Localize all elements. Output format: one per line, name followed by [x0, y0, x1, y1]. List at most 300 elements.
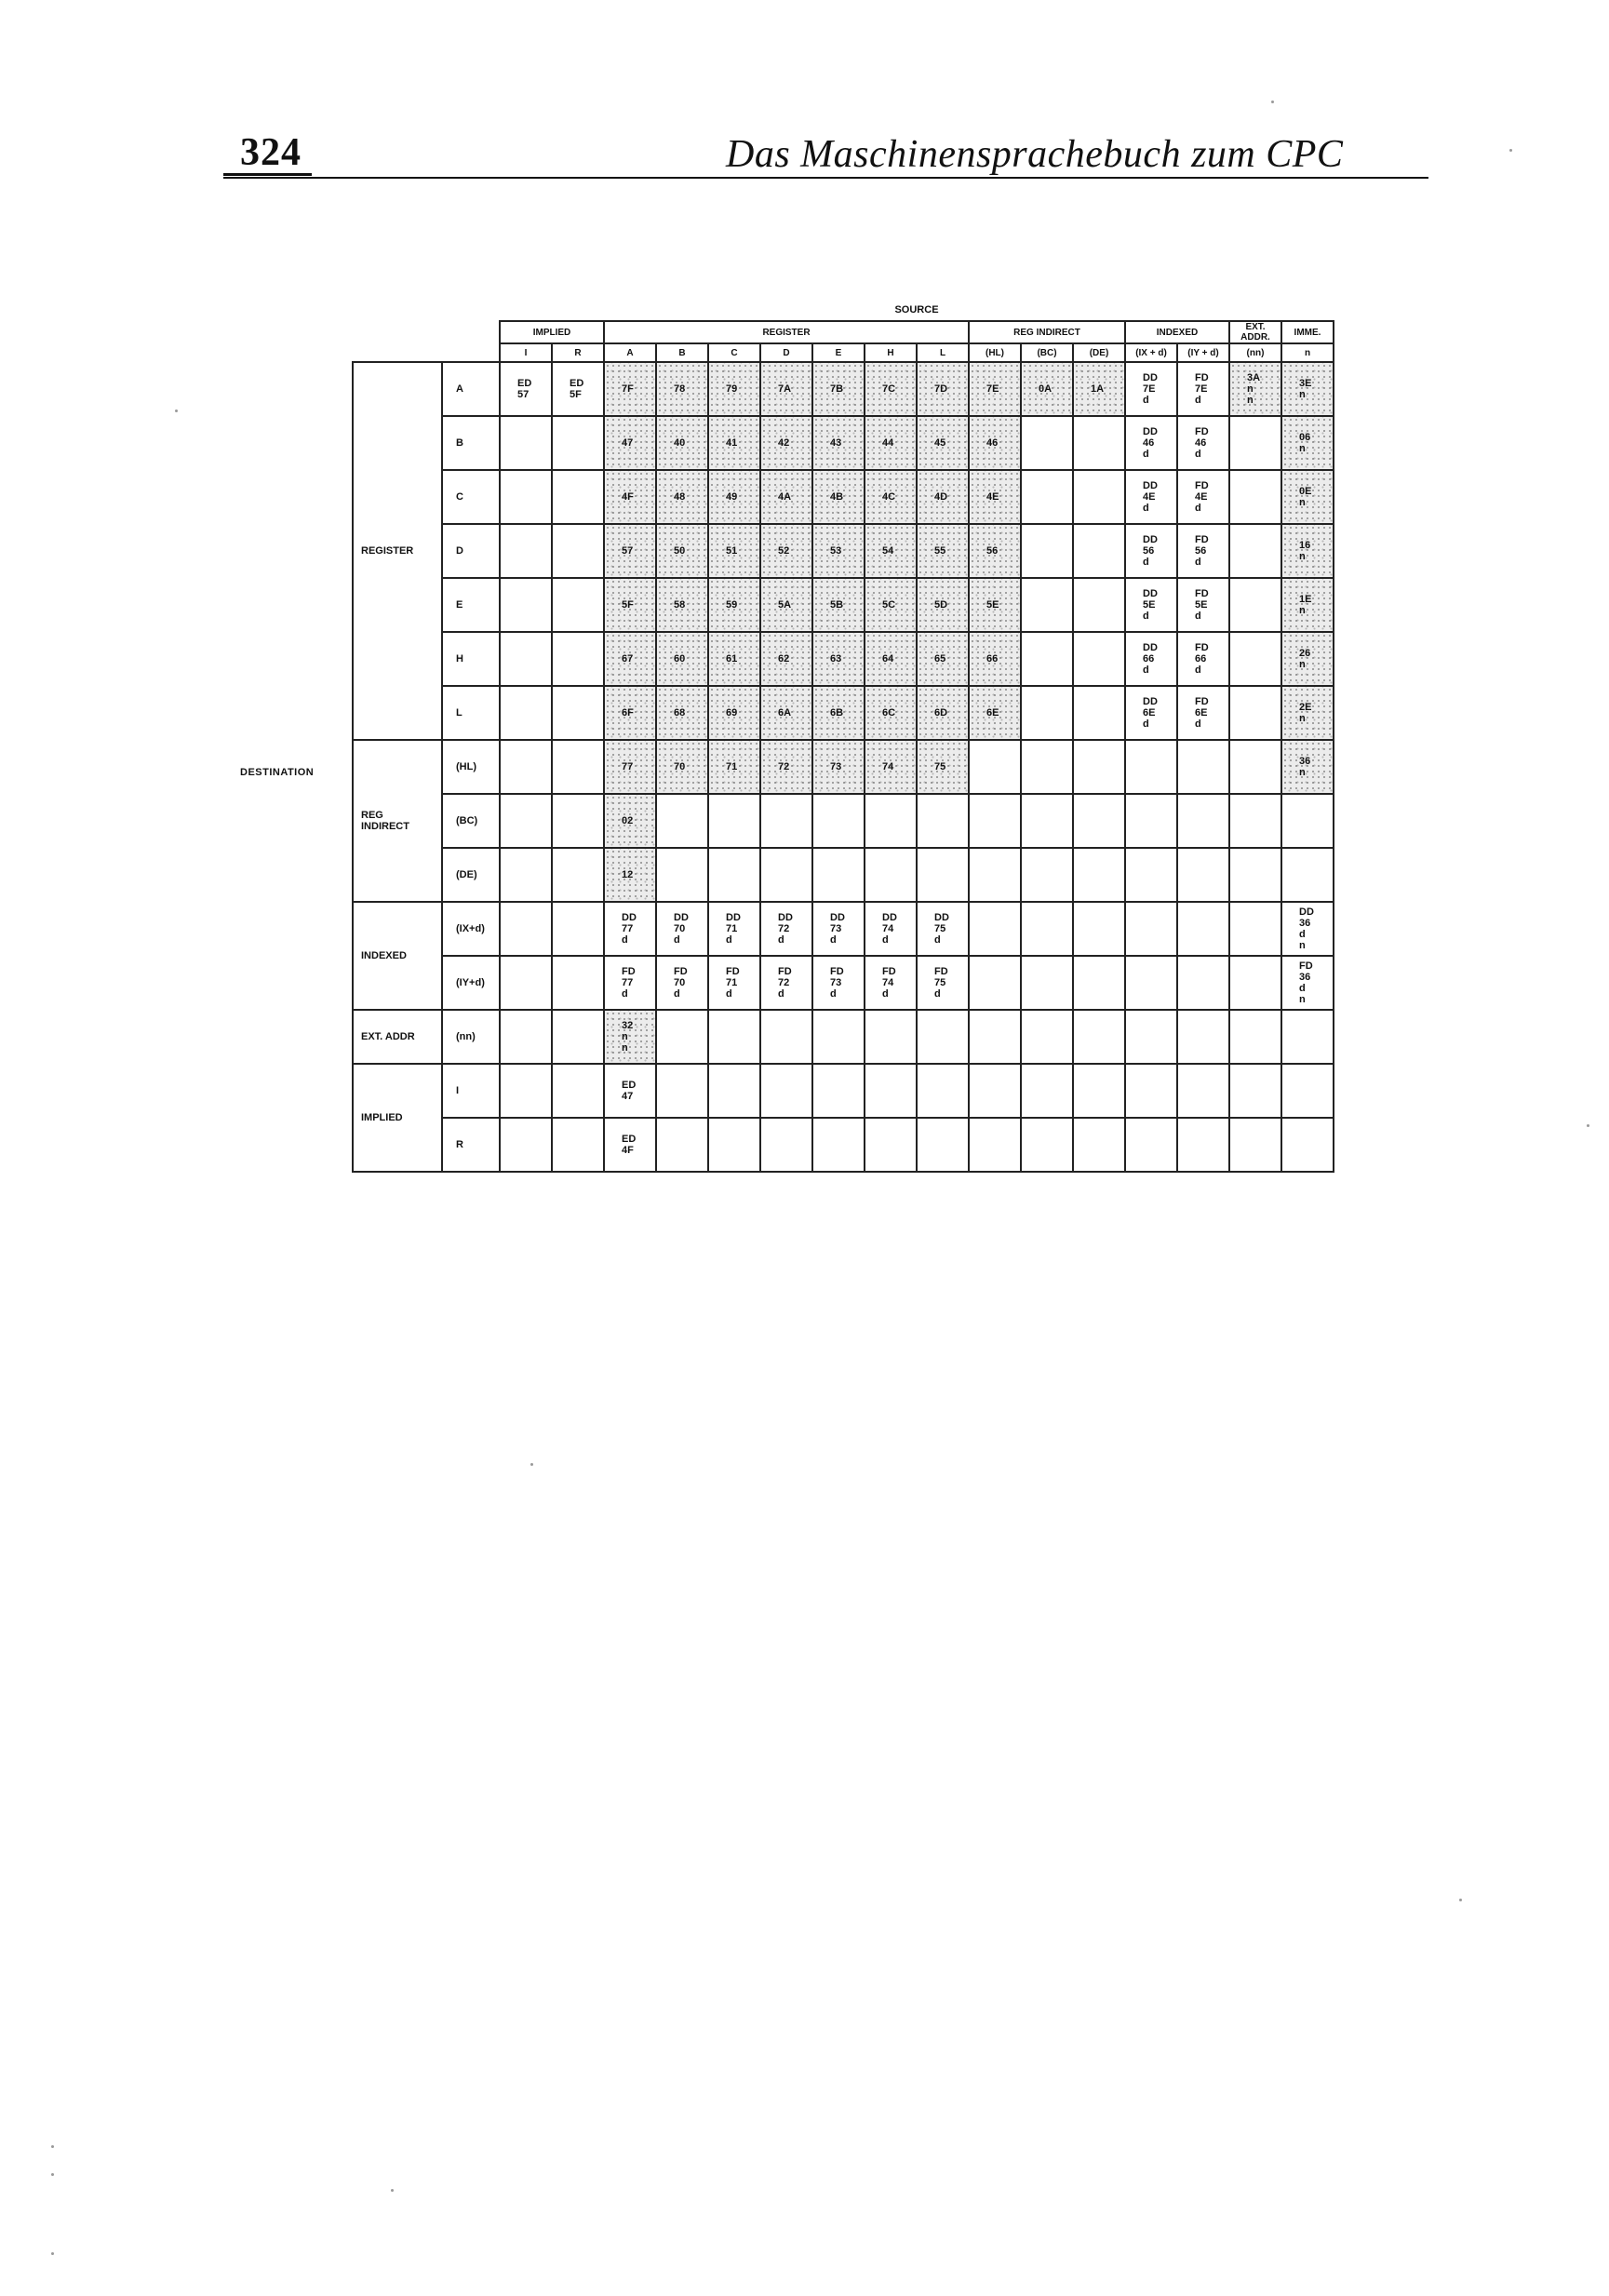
- opcode-text: DD 74 d: [882, 911, 897, 947]
- opcode-text: 7D: [934, 383, 948, 395]
- corner-blank: [353, 343, 500, 362]
- opcode-cell: [1281, 524, 1334, 578]
- opcode-cell: [604, 848, 656, 902]
- opcode-cell: [604, 686, 656, 740]
- empty-cell: [1021, 416, 1073, 470]
- scan-speck: [51, 2145, 54, 2148]
- empty-cell: [865, 1118, 917, 1172]
- empty-cell: [552, 416, 604, 470]
- opcode-text: 69: [726, 706, 738, 718]
- opcode-cell: [604, 1118, 656, 1172]
- opcode-text: 12: [622, 868, 634, 880]
- opcode-cell: [656, 416, 708, 470]
- opcode-cell: [708, 902, 760, 956]
- empty-cell: [1177, 740, 1229, 794]
- opcode-text: 6D: [934, 706, 948, 718]
- opcode-text: DD 75 d: [934, 911, 949, 947]
- row-header-e: E: [442, 578, 500, 632]
- opcode-text: 7B: [830, 383, 844, 395]
- empty-cell: [1229, 956, 1281, 1010]
- opcode-cell: [656, 740, 708, 794]
- empty-cell: [500, 524, 552, 578]
- empty-cell: [1073, 794, 1125, 848]
- opcode-text: 7E: [986, 383, 999, 395]
- empty-cell: [1073, 686, 1125, 740]
- column-header-r: R: [552, 343, 604, 362]
- opcode-text: 57: [622, 544, 634, 557]
- opcode-cell: [604, 362, 656, 416]
- opcode-text: FD 4E d: [1195, 479, 1209, 515]
- opcode-cell: [760, 578, 812, 632]
- row-header-h: H: [442, 632, 500, 686]
- scan-speck: [1459, 1899, 1462, 1901]
- group-header-ext_addr: EXT. ADDR.: [1229, 321, 1281, 343]
- empty-cell: [917, 1118, 969, 1172]
- empty-cell: [1021, 578, 1073, 632]
- empty-cell: [1021, 470, 1073, 524]
- empty-cell: [500, 956, 552, 1010]
- row-group-implied: [353, 1064, 442, 1172]
- empty-cell: [500, 1064, 552, 1118]
- opcode-cell: [917, 578, 969, 632]
- column-header-b: B: [656, 343, 708, 362]
- opcode-text: FD 46 d: [1195, 425, 1209, 461]
- empty-cell: [552, 902, 604, 956]
- empty-cell: [552, 1010, 604, 1064]
- opcode-text: 66: [986, 652, 999, 665]
- empty-cell: [552, 848, 604, 902]
- opcode-text: 41: [726, 436, 738, 449]
- opcode-cell: [865, 470, 917, 524]
- opcode-text: 3E n: [1299, 377, 1312, 400]
- empty-cell: [969, 740, 1021, 794]
- empty-cell: [656, 1064, 708, 1118]
- opcode-cell: [708, 416, 760, 470]
- empty-cell: [1073, 956, 1125, 1010]
- opcode-text: 78: [674, 383, 686, 395]
- empty-cell: [656, 848, 708, 902]
- empty-cell: [1021, 524, 1073, 578]
- empty-cell: [1281, 1064, 1334, 1118]
- column-header-h: H: [865, 343, 917, 362]
- row-group-indexed: [353, 902, 442, 1010]
- opcode-cell: [1281, 632, 1334, 686]
- opcode-cell: [969, 362, 1021, 416]
- page-number: 324: [240, 131, 302, 174]
- opcode-text: FD 71 d: [726, 965, 740, 1000]
- opcode-cell: [917, 686, 969, 740]
- opcode-text: DD 72 d: [778, 911, 793, 947]
- opcode-text: 5A: [778, 598, 792, 611]
- column-header-nn: (nn): [1229, 343, 1281, 362]
- empty-cell: [552, 1064, 604, 1118]
- corner-blank: [353, 300, 500, 321]
- empty-cell: [812, 1118, 865, 1172]
- opcode-text: 52: [778, 544, 790, 557]
- empty-cell: [1073, 470, 1125, 524]
- opcode-text: 68: [674, 706, 686, 718]
- row-header-a: A: [442, 362, 500, 416]
- empty-cell: [812, 1010, 865, 1064]
- empty-cell: [500, 578, 552, 632]
- opcode-cell: [812, 686, 865, 740]
- empty-cell: [969, 902, 1021, 956]
- opcode-text: 7A: [778, 383, 792, 395]
- opcode-cell: [865, 524, 917, 578]
- opcode-cell: [1125, 524, 1177, 578]
- opcode-text: 16 n: [1299, 539, 1311, 562]
- opcode-cell: [865, 740, 917, 794]
- opcode-cell: [1229, 362, 1281, 416]
- opcode-text: 48: [674, 490, 686, 503]
- opcode-text: 79: [726, 383, 738, 395]
- opcode-cell: [760, 632, 812, 686]
- opcode-cell: [1177, 416, 1229, 470]
- scan-speck: [391, 2189, 394, 2192]
- empty-cell: [1021, 956, 1073, 1010]
- empty-cell: [1229, 848, 1281, 902]
- opcode-text: 36 n: [1299, 755, 1311, 778]
- opcode-text: 60: [674, 652, 686, 665]
- empty-cell: [656, 1118, 708, 1172]
- row-group-reg_indirect: [353, 740, 442, 902]
- opcode-text: FD 7E d: [1195, 371, 1209, 407]
- opcode-text: 62: [778, 652, 790, 665]
- empty-cell: [1229, 686, 1281, 740]
- opcode-text: 2E n: [1299, 701, 1312, 724]
- opcode-cell: [604, 794, 656, 848]
- opcode-text: DD 4E d: [1143, 479, 1158, 515]
- empty-cell: [917, 1010, 969, 1064]
- empty-cell: [1281, 1118, 1334, 1172]
- opcode-text: INDEXED: [361, 949, 407, 961]
- opcode-cell: [1073, 362, 1125, 416]
- opcode-cell: [760, 470, 812, 524]
- opcode-text: 72: [778, 760, 790, 772]
- opcode-text: 43: [830, 436, 842, 449]
- empty-cell: [1021, 902, 1073, 956]
- empty-cell: [1281, 1010, 1334, 1064]
- opcode-cell: [1177, 632, 1229, 686]
- empty-cell: [1073, 902, 1125, 956]
- empty-cell: [1073, 740, 1125, 794]
- opcode-text: 73: [830, 760, 842, 772]
- empty-cell: [1021, 686, 1073, 740]
- empty-cell: [1021, 1010, 1073, 1064]
- empty-cell: [1125, 1010, 1177, 1064]
- opcode-text: FD 73 d: [830, 965, 844, 1000]
- opcode-text: REGISTER: [361, 544, 414, 557]
- opcode-text: 46: [986, 436, 999, 449]
- row-header-ixd: (IX+d): [442, 902, 500, 956]
- opcode-text: EXT. ADDR: [361, 1030, 415, 1042]
- empty-cell: [1125, 956, 1177, 1010]
- empty-cell: [1073, 1118, 1125, 1172]
- opcode-text: 5B: [830, 598, 844, 611]
- opcode-cell: [604, 632, 656, 686]
- empty-cell: [1021, 740, 1073, 794]
- empty-cell: [1021, 848, 1073, 902]
- empty-cell: [917, 848, 969, 902]
- opcode-cell: [812, 740, 865, 794]
- empty-cell: [1229, 632, 1281, 686]
- opcode-text: DD 56 d: [1143, 533, 1158, 569]
- opcode-text: DD 70 d: [674, 911, 689, 947]
- opcode-text: 4E: [986, 490, 999, 503]
- opcode-cell: [812, 956, 865, 1010]
- opcode-cell: [708, 740, 760, 794]
- empty-cell: [1177, 1118, 1229, 1172]
- empty-cell: [865, 1010, 917, 1064]
- opcode-text: FD 74 d: [882, 965, 896, 1000]
- empty-cell: [552, 956, 604, 1010]
- source-label: SOURCE: [894, 303, 939, 316]
- opcode-text: 7F: [622, 383, 634, 395]
- opcode-cell: [708, 686, 760, 740]
- opcode-cell: [865, 578, 917, 632]
- table-row: [353, 632, 1334, 686]
- opcode-cell: [760, 416, 812, 470]
- empty-cell: [865, 848, 917, 902]
- group-header-implied: IMPLIED: [500, 321, 604, 343]
- opcode-cell: [708, 956, 760, 1010]
- opcode-cell: [1281, 362, 1334, 416]
- opcode-cell: [969, 524, 1021, 578]
- empty-cell: [656, 794, 708, 848]
- empty-cell: [1021, 632, 1073, 686]
- opcode-cell: [760, 902, 812, 956]
- opcode-cell: [1125, 362, 1177, 416]
- opcode-cell: [1177, 578, 1229, 632]
- opcode-cell: [656, 524, 708, 578]
- opcode-text: 3A n n: [1247, 371, 1261, 407]
- book-title: Das Maschinensprachebuch zum CPC: [726, 133, 1344, 176]
- opcode-text: 26 n: [1299, 647, 1311, 670]
- opcode-text: 4B: [830, 490, 844, 503]
- opcode-text: 5D: [934, 598, 948, 611]
- opcode-text: 45: [934, 436, 946, 449]
- opcode-cell: [656, 578, 708, 632]
- opcode-text: 70: [674, 760, 686, 772]
- empty-cell: [1177, 794, 1229, 848]
- empty-cell: [552, 632, 604, 686]
- opcode-text: ED 5F: [570, 377, 584, 400]
- opcode-text: FD 72 d: [778, 965, 792, 1000]
- opcode-cell: [1177, 470, 1229, 524]
- empty-cell: [1229, 902, 1281, 956]
- opcode-text: 32 n n: [622, 1019, 634, 1054]
- table-row: [353, 1118, 1334, 1172]
- empty-cell: [760, 794, 812, 848]
- opcode-text: FD 36 d n: [1299, 960, 1313, 1006]
- row-header-d: D: [442, 524, 500, 578]
- empty-cell: [1281, 794, 1334, 848]
- table-row: [353, 740, 1334, 794]
- opcode-cell: [656, 956, 708, 1010]
- opcode-text: DD 6E d: [1143, 695, 1158, 731]
- table-row: [353, 1064, 1334, 1118]
- opcode-cell: [917, 416, 969, 470]
- opcode-cell: [604, 902, 656, 956]
- opcode-cell: [865, 632, 917, 686]
- opcode-cell: [812, 470, 865, 524]
- empty-cell: [760, 848, 812, 902]
- opcode-text: FD 56 d: [1195, 533, 1209, 569]
- opcode-text: 47: [622, 436, 634, 449]
- empty-cell: [917, 1064, 969, 1118]
- opcode-cell: [812, 524, 865, 578]
- opcode-text: 51: [726, 544, 738, 557]
- opcode-cell: [1177, 362, 1229, 416]
- opcode-text: 42: [778, 436, 790, 449]
- opcode-cell: [604, 524, 656, 578]
- opcode-text: ED 47: [622, 1079, 637, 1102]
- opcode-cell: [604, 470, 656, 524]
- opcode-text: 49: [726, 490, 738, 503]
- opcode-cell: [656, 470, 708, 524]
- opcode-cell: [812, 416, 865, 470]
- table-row: [353, 362, 1334, 416]
- empty-cell: [500, 740, 552, 794]
- opcode-cell: [708, 362, 760, 416]
- empty-cell: [1073, 632, 1125, 686]
- empty-cell: [1229, 470, 1281, 524]
- opcode-text: DD 73 d: [830, 911, 845, 947]
- table-row: [353, 578, 1334, 632]
- opcode-cell: [604, 578, 656, 632]
- empty-cell: [1229, 1010, 1281, 1064]
- opcode-cell: [1125, 632, 1177, 686]
- empty-cell: [552, 740, 604, 794]
- empty-cell: [969, 956, 1021, 1010]
- empty-cell: [1177, 1064, 1229, 1118]
- empty-cell: [500, 1010, 552, 1064]
- column-header-l: L: [917, 343, 969, 362]
- opcode-cell: [969, 416, 1021, 470]
- opcode-cell: [812, 632, 865, 686]
- opcode-text: DD 7E d: [1143, 371, 1158, 407]
- row-header-bc: (BC): [442, 794, 500, 848]
- opcode-cell: [1281, 686, 1334, 740]
- opcode-cell: [656, 686, 708, 740]
- empty-cell: [969, 794, 1021, 848]
- opcode-text: 64: [882, 652, 894, 665]
- opcode-text: 54: [882, 544, 894, 557]
- opcode-text: FD 5E d: [1195, 587, 1209, 623]
- opcode-cell: [1281, 416, 1334, 470]
- empty-cell: [760, 1118, 812, 1172]
- column-header-c: C: [708, 343, 760, 362]
- opcode-cell: [760, 686, 812, 740]
- opcode-text: 6A: [778, 706, 792, 718]
- group-header-imme: IMME.: [1281, 321, 1334, 343]
- opcode-text: 6E: [986, 706, 999, 718]
- opcode-text: 5E: [986, 598, 999, 611]
- opcode-cell: [760, 740, 812, 794]
- column-header-bc: (BC): [1021, 343, 1073, 362]
- empty-cell: [865, 1064, 917, 1118]
- empty-cell: [969, 1118, 1021, 1172]
- empty-cell: [1229, 1118, 1281, 1172]
- opcode-text: 6B: [830, 706, 844, 718]
- table-row: [353, 524, 1334, 578]
- opcode-cell: [917, 470, 969, 524]
- scan-speck: [175, 410, 178, 412]
- opcode-text: 0A: [1039, 383, 1053, 395]
- scan-speck: [1509, 149, 1512, 152]
- scan-speck: [530, 1463, 533, 1466]
- opcode-text: 4F: [622, 490, 634, 503]
- group-header-reg_indirect: REG INDIRECT: [969, 321, 1125, 343]
- opcode-cell: [1281, 902, 1334, 956]
- opcode-cell: [865, 362, 917, 416]
- empty-cell: [500, 794, 552, 848]
- opcode-cell: [604, 740, 656, 794]
- opcode-text: 61: [726, 652, 738, 665]
- opcode-cell: [1281, 740, 1334, 794]
- empty-cell: [708, 1010, 760, 1064]
- empty-cell: [1021, 1118, 1073, 1172]
- table-row: [353, 956, 1334, 1010]
- empty-cell: [1229, 740, 1281, 794]
- opcode-cell: [1125, 416, 1177, 470]
- destination-label: DESTINATION: [240, 767, 315, 778]
- row-group-register: [353, 362, 442, 740]
- group-header-register: REGISTER: [604, 321, 969, 343]
- opcode-cell: [969, 686, 1021, 740]
- opcode-cell: [708, 632, 760, 686]
- empty-cell: [760, 1010, 812, 1064]
- row-header-l: L: [442, 686, 500, 740]
- opcode-text: 58: [674, 598, 686, 611]
- empty-cell: [500, 686, 552, 740]
- empty-cell: [1229, 416, 1281, 470]
- empty-cell: [500, 902, 552, 956]
- opcode-text: FD 77 d: [622, 965, 636, 1000]
- opcode-text: 71: [726, 760, 738, 772]
- opcode-text: 74: [882, 760, 894, 772]
- empty-cell: [1125, 848, 1177, 902]
- row-header-iyd: (IY+d): [442, 956, 500, 1010]
- opcode-text: FD 70 d: [674, 965, 688, 1000]
- opcode-cell: [865, 956, 917, 1010]
- opcode-text: 6C: [882, 706, 896, 718]
- empty-cell: [500, 848, 552, 902]
- empty-cell: [1177, 956, 1229, 1010]
- opcode-cell: [917, 956, 969, 1010]
- opcode-cell: [1021, 362, 1073, 416]
- empty-cell: [1073, 524, 1125, 578]
- opcode-text: 4A: [778, 490, 792, 503]
- opcode-cell: [812, 362, 865, 416]
- empty-cell: [917, 794, 969, 848]
- row-header-c: C: [442, 470, 500, 524]
- empty-cell: [1125, 740, 1177, 794]
- opcode-cell: [552, 362, 604, 416]
- empty-cell: [708, 848, 760, 902]
- opcode-text: 0E n: [1299, 485, 1312, 508]
- opcode-text: 4C: [882, 490, 896, 503]
- opcode-text: 63: [830, 652, 842, 665]
- table-row: [353, 902, 1334, 956]
- opcode-cell: [604, 1064, 656, 1118]
- opcode-cell: [500, 362, 552, 416]
- opcode-text: 77: [622, 760, 634, 772]
- row-header-nn: (nn): [442, 1010, 500, 1064]
- opcode-cell: [865, 686, 917, 740]
- opcode-text: DD 66 d: [1143, 641, 1158, 677]
- opcode-cell: [656, 632, 708, 686]
